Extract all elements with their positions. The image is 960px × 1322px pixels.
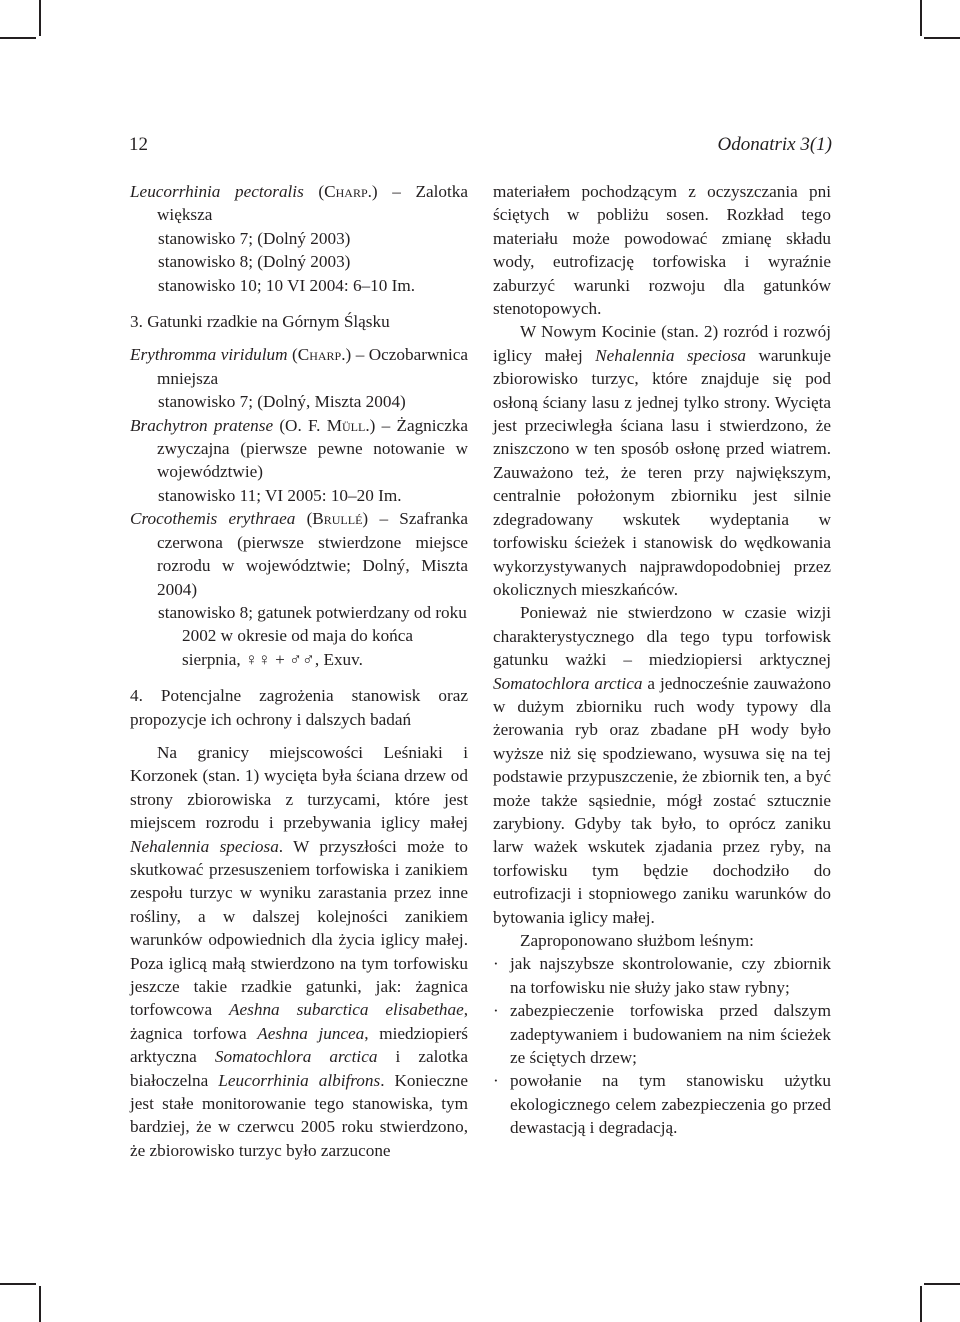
list-item: · jak najszybsze skontrolowanie, czy zbiornik na torfowisku nie służy jako staw rybny; [493,954,831,997]
species-name: Somatochlora arctica [214,1047,378,1067]
body-paragraph: Ponieważ nie stwierdzono w czasie wizji charakterystycznego dla tego typu torfowisk gatunku ważki – miedziopiersi arktycznej Somatochlora arctica a jednocześnie zauważono w dużym zbiorniku ruch wody typowy dla żerowania ryb oraz zbadane pH wody było wyższe niż się spodziewano, wysuwa się na tej podstawie przypuszczenie, że zbiornik ten, a być może także sąsiednie, mógł zostać sztucznie zarybiony. Gdyby tak było, to oprócz zaniku larw ważek wskutek zjadania przez ryby, na torfowisku tym będzie dochodziło do eutrofizacji i stopniowego zaniku warunków do bytowania iglicy małej. [493,603,831,927]
species-author: (Charp.) [292,345,352,365]
species-entry [130,414,468,484]
crop-mark-bottom-right [920,1286,922,1322]
species-name: Aeshna juncea [257,1023,365,1043]
page-header [129,134,832,160]
section-heading: 3. Gatunki rzadkie na Górnym Śląsku [130,312,390,332]
species-common-name: – Żagniczka zwyczajna (pierwsze pewne notowanie w województwie) [157,415,469,482]
species-name: Leucorrhinia pectoralis [130,182,304,201]
crop-mark-top-right [924,37,960,39]
list-item: · zabezpieczenie torfowiska przed dalszym zadeptywaniem i budowaniem na nim ścieżek ze ściętych drzew; [493,1001,831,1068]
species-author: (Charp.) [318,182,378,201]
species-author: (Brullé) [306,509,369,529]
bullet-icon: · [493,954,499,974]
crop-mark-bottom-left [0,1283,36,1285]
journal-title: Odonatrix 3(1) [717,134,832,155]
crop-mark-top-right [920,0,922,36]
body-paragraph: W Nowym Kocinie (stan. 2) rozród i rozwój iglicy małej Nehalennia speciosa warunkuje zbiorowisko turzyc, które znajduje się pod osłoną ściany lasu z jednej tylko strony. Wycięta jest przeciwległa ściana lasu i stwierdzono, że zniszczono w ten sposób osłonę przed wiatrem. Zauważono też, że teren przy największym, centralnie położonym zbiorniku jest silnie zdegradowany wskutek wydeptania w torfowisku ścieżek i stanowisk do wędkowania wykorzystywanych najprawdopodobniej przez okolicznych mieszkańców. [493,322,831,599]
body-paragraph: materiałem pochodzącym z oczyszczania pni ściętych w pobliżu sosen. Rozkład tego materiału może powodować zmianę składu wody, eutrofizację torfowiska i wyraźnie zaburzyć warunki rozwoju dla gatunków stenotopowych. [493,182,831,319]
right-column [493,180,831,1140]
species-name: Aeshna subarctica elisabethae [229,1000,464,1020]
crop-mark-bottom-right [924,1283,960,1285]
species-name: Leucorrhinia albifrons [218,1070,381,1090]
site-record: stanowisko 7; (Dolný, Miszta 2004) [158,392,406,412]
species-name: Brachytron pratense [130,415,274,435]
site-record: stanowisko 8; gatunek potwierdzany od roku 2002 w okresie od maja do końca sierpnia, ♀♀ + ♂♂, Exuv. [158,602,467,669]
species-name: Nehalennia speciosa [130,836,279,856]
bullet-icon: · [493,1001,499,1021]
species-entry [130,343,468,390]
site-record: stanowisko 11; VI 2005: 10–20 Im. [158,485,402,505]
species-name: Erythromma viridulum [130,345,288,365]
species-common-name: – Oczobarwnica mniejsza [157,345,469,388]
bullet-icon: · [493,1071,499,1091]
species-name: Crocothemis erythraea [130,509,296,529]
species-name: Nehalennia speciosa [595,345,747,365]
crop-mark-top-left [0,37,36,39]
species-author: (O. F. Müll.) [279,415,376,435]
species-entry [130,180,468,227]
crop-mark-bottom-left [39,1286,41,1322]
page-number: 12 [129,134,148,155]
body-paragraph: Na granicy miejscowości Leśniaki i Korzonek (stan. 1) wycięta była ściana drzew od strony zbiorowiska z turzycami, które jest miejscem rozrodu i przebywania iglicy małej Nehalennia speciosa. W przyszłości może to skutkować przesuszeniem torfowiska i zanikiem zespołu turzyc w wyniku zarastania przez inne rośliny, a w dalszej kolejności zanikiem warunków odpowiednich dla życia iglicy małej. Poza iglicą małą stwierdzono na tym torfowisku jeszcze takie rzadkie gatunki, jak: żagnica torfowcowa Aeshna subarctica elisabethae, żagnica torfowa Aeshna juncea, miedziopierś arktyczna Somatochlora arctica i zalotka białoczelna Leucorrhinia albifrons. Konieczne jest stałe monitorowanie tego stanowiska, tym bardziej, że w czerwcu 2005 roku stwierdzono, że zbiorowisko turzyc było zarzucone [130,742,469,1160]
species-common-name: – Szafranka czerwona (pierwsze stwierdzone miejsce rozrodu w województwie; Dolný, Miszta 2004) [157,509,469,599]
section-heading: 4. Potencjalne zagrożenia stanowisk oraz propozycje ich ochrony i dalszych badań [130,686,468,729]
body-paragraph: Zaproponowano służbom leśnym: [520,931,754,950]
site-record: stanowisko 7; (Dolný 2003) [158,228,351,248]
site-record: stanowisko 10; 10 VI 2004: 6–10 Im. [158,275,416,295]
species-entry [130,507,468,601]
site-record: stanowisko 8; (Dolný 2003) [158,252,351,272]
list-item: · powołanie na tym stanowisku użytku ekologicznego celem zabezpieczenia go przed dewastacją i degradacją. [493,1071,831,1138]
species-common-name: – Zalotka większa [157,182,469,225]
crop-mark-top-left [39,0,41,36]
left-column [130,180,468,1162]
species-name: Somatochlora arctica [493,673,643,693]
